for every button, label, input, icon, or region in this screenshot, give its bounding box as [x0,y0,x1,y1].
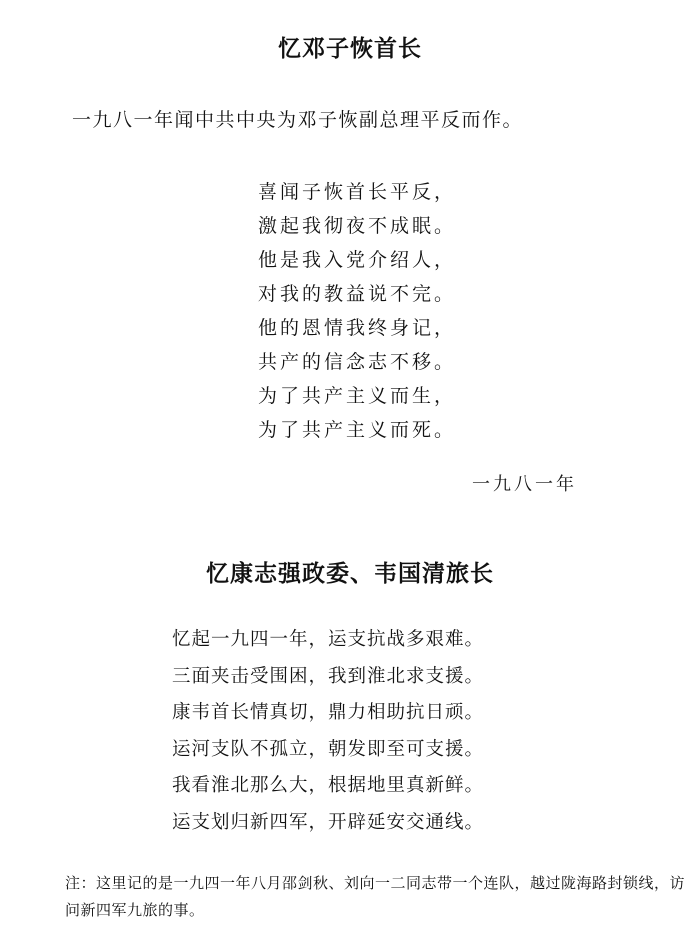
poem1-date: 一九八一年 [472,474,577,495]
poem1-line: 为了共产主义而死。 [258,419,457,441]
poem2-line: 我看淮北那么大，根据地里真新鲜。 [172,775,485,796]
poem2-line: 运支划归新四军，开辟延安交通线。 [172,811,485,833]
poem1-line: 激起我彻夜不成眠。 [258,215,457,237]
poem2-line: 忆起一九四一年，运支抗战多艰难。 [172,629,485,650]
poem1-line: 共产的信念志不移。 [258,351,457,373]
poem2-title: 忆康志强政委、韦国清旅长 [206,561,494,587]
poem1-line: 他的恩情我终身记， [258,317,457,339]
poem2-line: 三面夹击受围困，我到淮北求支援。 [172,665,485,687]
poem1-line: 为了共产主义而生， [258,385,457,407]
poem1-title: 忆邓子恢首长 [278,36,422,62]
poem1-line: 对我的教益说不完。 [258,283,457,305]
footnote: 注：这里记的是一九四一年八月邵剑秋、刘向一二同志带一个连队，越过陇海路封锁线，访问新四军九旅的事。 [65,874,686,919]
poem1-verse [258,175,456,447]
poem2-line: 康韦首长情真切，鼎力相助抗日顽。 [172,702,485,723]
poem1-line: 他是我入党介绍人， [258,249,457,271]
poem1-subtitle: 一九八一年闻中共中央为邓子恢副总理平反而作。 [72,109,524,131]
poem2-verse [172,622,484,841]
poem2-line: 运河支队不孤立，朝发即至可支援。 [172,738,485,760]
poem1-line: 喜闻子恢首长平反， [258,181,457,203]
